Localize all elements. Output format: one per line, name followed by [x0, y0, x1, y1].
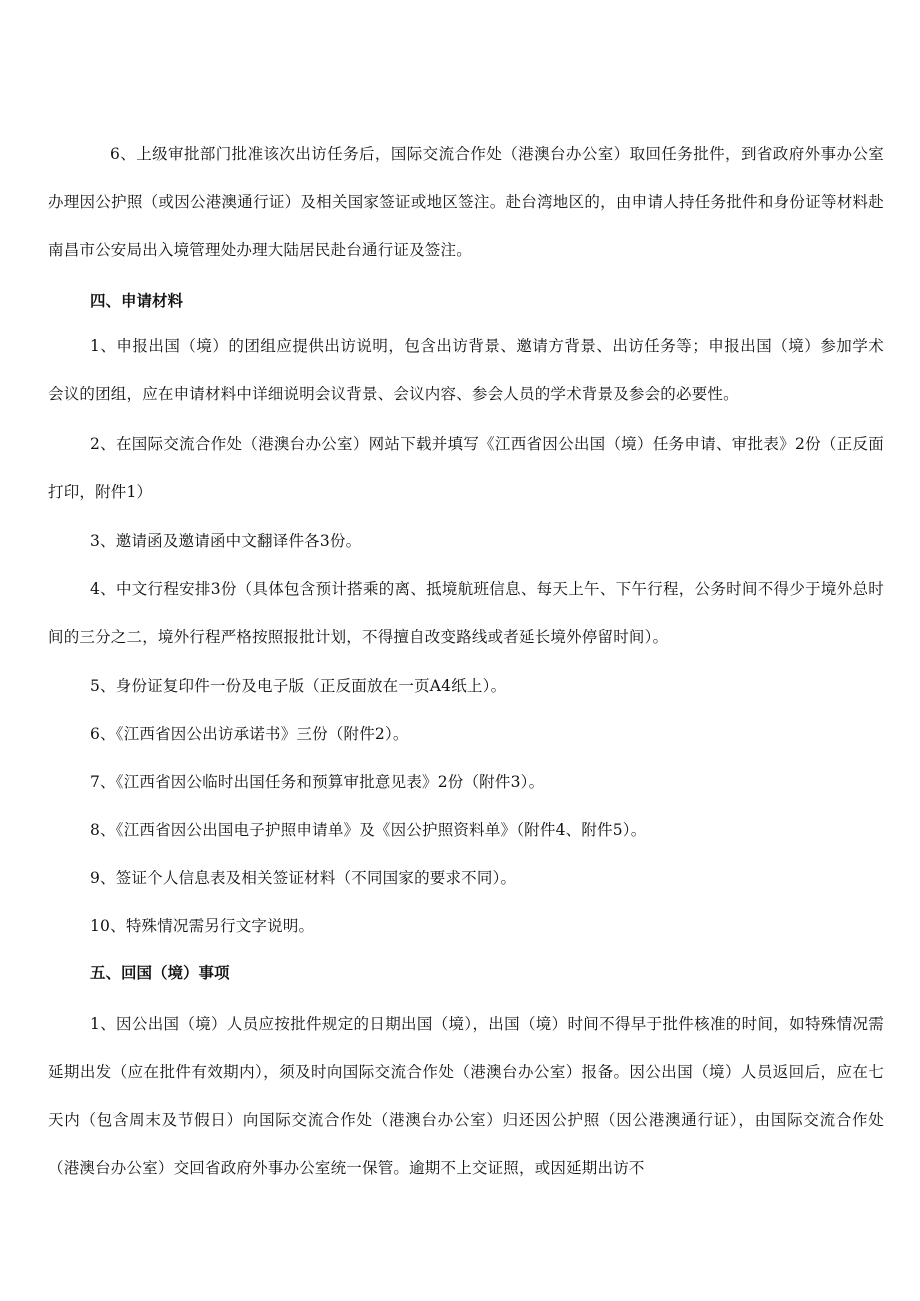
list-item-material-2: 2、在国际交流合作处（港澳台办公室）网站下载并填写《江西省因公出国（境）任务申请、审批表》2份（正反面打印，附件1）	[48, 435, 884, 501]
list-item-material-4: 4、中文行程安排3份（具体包含预计搭乘的离、抵境航班信息、每天上午、下午行程，公务时间不得少于境外总时间的三分之二，境外行程严格按照报批计划，不得擅自改变路线或者延长境外停留时间）。	[48, 580, 884, 646]
paragraph-6-passport-processing: 6、上级审批部门批准该次出访任务后，国际交流合作处（港澳台办公室）取回任务批件，到省政府外事办公室办理因公护照（或因公港澳通行证）及相关国家签证或地区签注。赴台湾地区的，由申请人持任务批件和身份证等材料赴南昌市公安局出入境管理处办理大陆居民赴台通行证及签注。	[48, 145, 884, 259]
section-heading-application-materials: 四、申请材料	[90, 292, 184, 310]
list-item-material-5: 5、身份证复印件一份及电子版（正反面放在一页A4纸上）。	[90, 677, 507, 695]
list-item-material-9: 9、签证个人信息表及相关签证材料（不同国家的要求不同）。	[90, 869, 517, 887]
list-item-material-10: 10、特殊情况需另行文字说明。	[90, 917, 315, 935]
list-item-material-1: 1、申报出国（境）的团组应提供出访说明，包含出访背景、邀请方背景、出访任务等；申报出国（境）参加学术会议的团组，应在申请材料中详细说明会议背景、会议内容、参会人员的学术背景及参会的必要性。	[48, 337, 884, 403]
list-item-material-7: 7、《江西省因公临时出国任务和预算审批意见表》2份（附件3）。	[90, 773, 545, 791]
list-item-return-1: 1、因公出国（境）人员应按批件规定的日期出国（境），出国（境）时间不得早于批件核准的时间，如特殊情况需延期出发（应在批件有效期内），须及时向国际交流合作处（港澳台办公室）报备。因公出国（境）人员返回后，应在七天内（包含周末及节假日）向国际交流合作处（港澳台办公室）归还因公护照（因公港澳通行证），由国际交流合作处（港澳台办公室）交回省政府外事办公室统一保管。逾期不上交证照，或因延期出访不	[48, 1015, 884, 1177]
list-item-material-3: 3、邀请函及邀请函中文翻译件各3份。	[90, 532, 362, 550]
section-heading-return-matters: 五、回国（境）事项	[90, 964, 230, 982]
list-item-material-6: 6、《江西省因公出访承诺书》三份（附件2）。	[90, 725, 409, 743]
list-item-material-8: 8、《江西省因公出国电子护照申请单》及《因公护照资料单》（附件4、附件5）。	[90, 821, 647, 839]
